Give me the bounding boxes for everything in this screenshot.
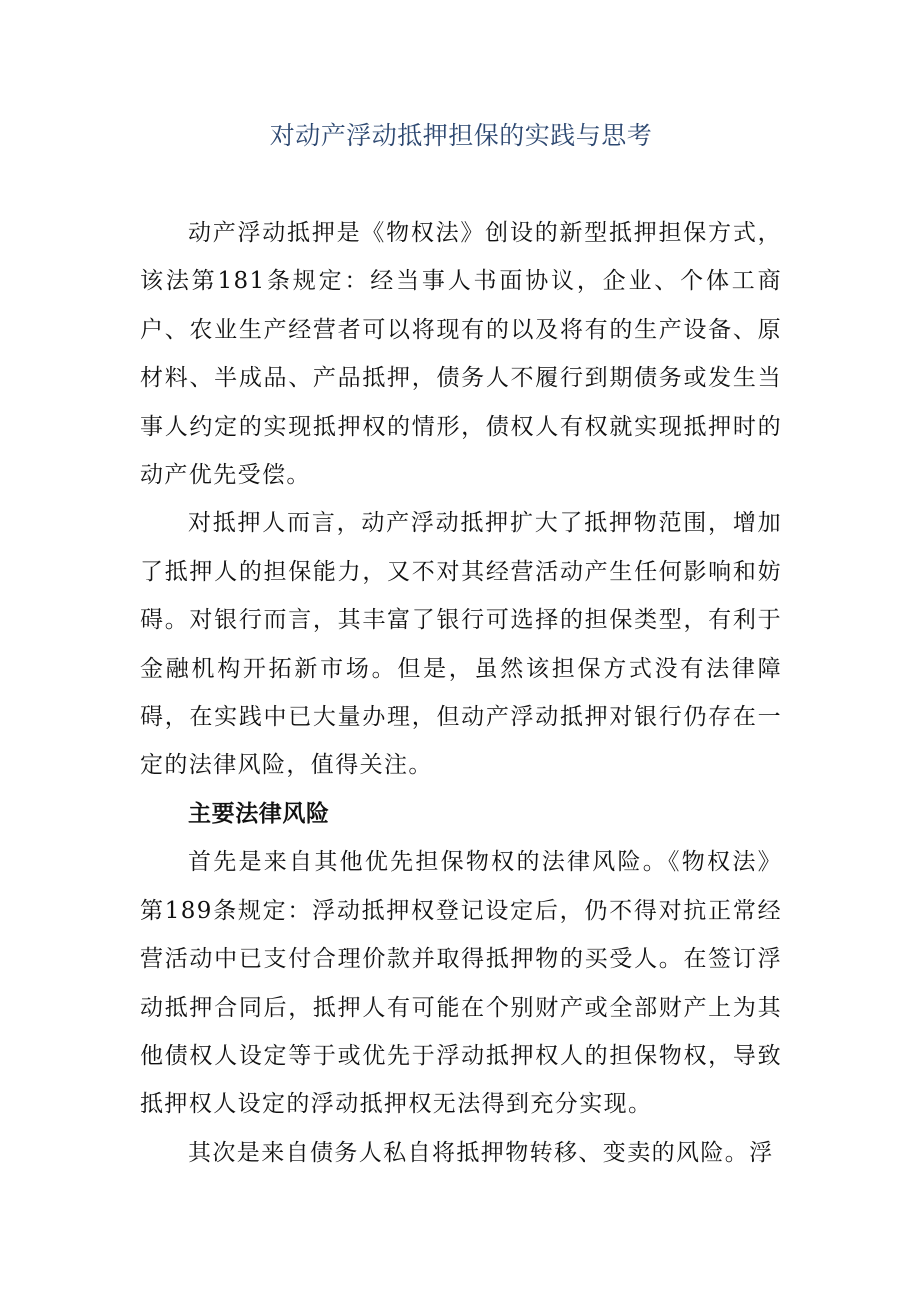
document-body	[140, 209, 782, 1177]
paragraph-risk-transfer: 其次是来自债务人私自将抵押物转移、变卖的风险。浮	[188, 1139, 774, 1166]
paragraph-risk-priority: 首先是来自其他优先担保物权的法律风险。《物权法》第189条规定：浮动抵押权登记设定后，仍不得对抗正常经营活动中已支付合理价款并取得抵押物的买受人。在签订浮动抵押合同后，抵押人有可能在个别财产或全部财产上为其他债权人设定等于或优先于浮动抵押权人的担保物权，导致抵押权人设定的浮动抵押权无法得到充分实现。	[140, 849, 782, 1118]
section-heading-legal-risks: 主要法律风险	[188, 799, 330, 827]
document-title: 对动产浮动抵押担保的实践与思考	[269, 121, 653, 150]
paragraph-intro: 动产浮动抵押是《物权法》创设的新型抵押担保方式，该法第181条规定：经当事人书面协议，企业、个体工商户、农业生产经营者可以将现有的以及将有的生产设备、原材料、半成品、产品抵押，债务人不履行到期债务或发生当事人约定的实现抵押权的情形，债权人有权就实现抵押时的动产优先受偿。	[140, 220, 782, 489]
paragraph-significance: 对抵押人而言，动产浮动抵押扩大了抵押物范围，增加了抵押人的担保能力，又不对其经营活动产生任何影响和妨碍。对银行而言，其丰富了银行可选择的担保类型，有利于金融机构开拓新市场。但是，虽然该担保方式没有法律障碍，在实践中已大量办理，但动产浮动抵押对银行仍存在一定的法律风险，值得关注。	[140, 510, 782, 779]
